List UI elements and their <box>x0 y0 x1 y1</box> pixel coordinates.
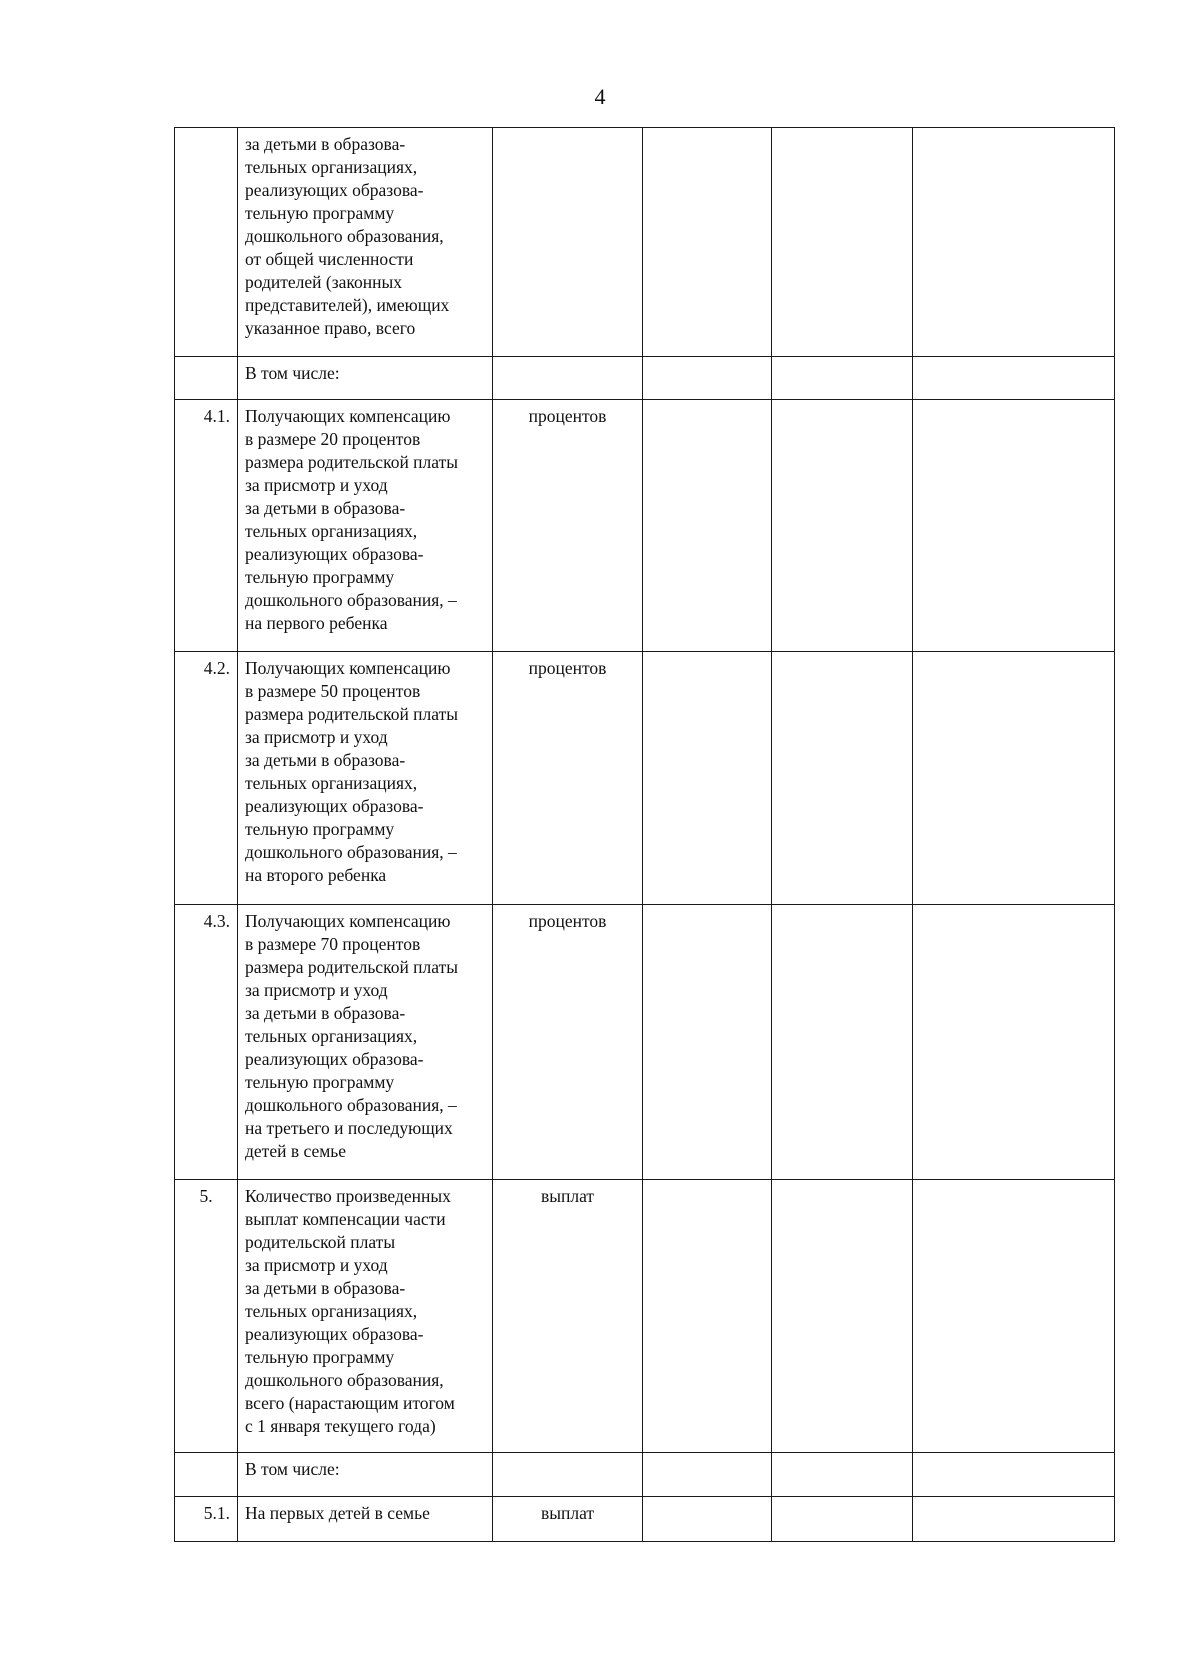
value-cell <box>643 652 772 905</box>
table-row <box>175 1180 1115 1453</box>
indicator-description: Количество произведенных выплат компенсации части родительской платы за присмотр и уход за детьми в образова- тельных организациях, реализующих образова- тельную программу дошкольного образования, всего (нарастающим итогом с 1 января текущего года) <box>238 1180 493 1453</box>
unit-cell <box>493 128 643 357</box>
indicator-description: Получающих компенсацию в размере 20 процентов размера родительской платы за присмотр и уход за детьми в образова- тельных организациях, реализующих образова- тельную программу дошкольного образования, – на первого ребенка <box>238 400 493 652</box>
value-cell <box>643 128 772 357</box>
table-row <box>175 652 1115 905</box>
value-cell <box>772 1453 913 1497</box>
unit-cell: процентов <box>493 652 643 905</box>
row-number: 5. <box>175 1180 238 1453</box>
table-row <box>175 1453 1115 1497</box>
value-cell <box>643 357 772 400</box>
row-number <box>175 1453 238 1497</box>
row-number: 4.3. <box>175 905 238 1180</box>
unit-cell <box>493 357 643 400</box>
unit-cell: выплат <box>493 1180 643 1453</box>
value-cell <box>643 400 772 652</box>
value-cell <box>913 400 1115 652</box>
value-cell <box>913 357 1115 400</box>
unit-cell: процентов <box>493 905 643 1180</box>
value-cell <box>772 357 913 400</box>
row-number: 4.1. <box>175 400 238 652</box>
value-cell <box>913 905 1115 1180</box>
page-number: 4 <box>594 84 606 109</box>
indicator-description: Получающих компенсацию в размере 70 процентов размера родительской платы за присмотр и уход за детьми в образова- тельных организациях, реализующих образова- тельную программу дошкольного образования, – на третьего и последующих детей в семье <box>238 905 493 1180</box>
row-number <box>175 357 238 400</box>
table-row <box>175 1497 1115 1542</box>
row-number: 4.2. <box>175 652 238 905</box>
value-cell <box>772 400 913 652</box>
value-cell <box>772 652 913 905</box>
indicator-description: В том числе: <box>238 357 493 400</box>
value-cell <box>913 128 1115 357</box>
indicator-description: Получающих компенсацию в размере 50 процентов размера родительской платы за присмотр и уход за детьми в образова- тельных организациях, реализующих образова- тельную программу дошкольного образования, – на второго ребенка <box>238 652 493 905</box>
value-cell <box>643 905 772 1180</box>
indicator-description: В том числе: <box>238 1453 493 1497</box>
table-row <box>175 400 1115 652</box>
unit-cell <box>493 1453 643 1497</box>
value-cell <box>772 1497 913 1542</box>
value-cell <box>772 1180 913 1453</box>
indicator-table <box>174 127 1115 1542</box>
value-cell <box>643 1453 772 1497</box>
table-row <box>175 128 1115 357</box>
unit-cell: процентов <box>493 400 643 652</box>
indicator-description: за детьми в образова- тельных организациях, реализующих образова- тельную программу дошкольного образования, от общей численности родителей (законных представителей), имеющих указанное право, всего <box>238 128 493 357</box>
value-cell <box>772 905 913 1180</box>
row-number: 5.1. <box>175 1497 238 1542</box>
value-cell <box>772 128 913 357</box>
table-row <box>175 357 1115 400</box>
row-number <box>175 128 238 357</box>
value-cell <box>913 1497 1115 1542</box>
value-cell <box>913 1180 1115 1453</box>
value-cell <box>913 652 1115 905</box>
value-cell <box>643 1497 772 1542</box>
value-cell <box>913 1453 1115 1497</box>
indicator-description: На первых детей в семье <box>238 1497 493 1542</box>
unit-cell: выплат <box>493 1497 643 1542</box>
table-row <box>175 905 1115 1180</box>
value-cell <box>643 1180 772 1453</box>
